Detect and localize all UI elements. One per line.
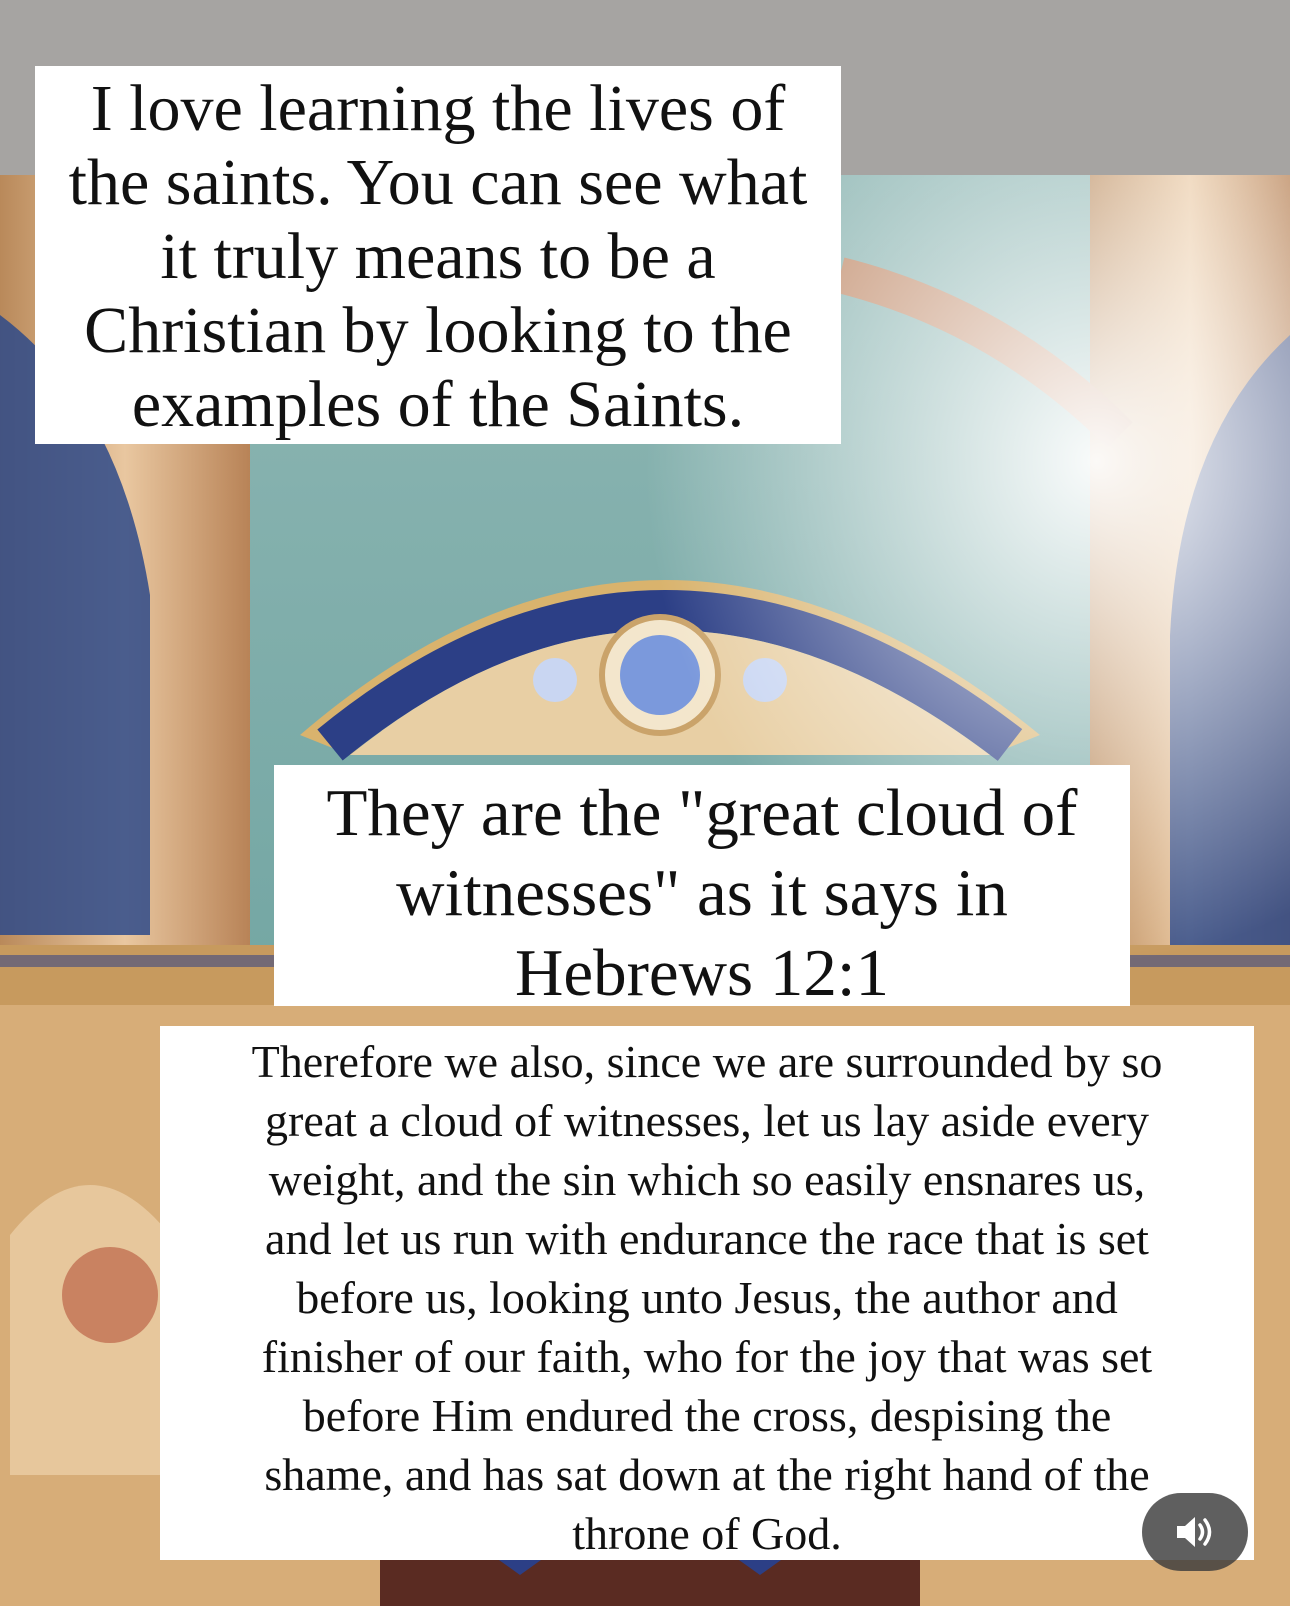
speaker-volume-icon [1173,1512,1217,1552]
caption-great-cloud: They are the "great cloud of witnesses" as it says in Hebrews 12:1 [274,765,1130,1006]
caption-hebrews-verse: Therefore we also, since we are surrounded by so great a cloud of witnesses, let us lay aside every weight, and the sin which so easily ensnares us, and let us run with endurance the race that is set before us, looking unto Jesus, the author and finisher of our faith, who for the joy that was set before Him endured the cross, despising the shame, and has sat down at the right hand of the throne of God. [160,1026,1254,1560]
caption-lives-of-saints: I love learning the lives of the saints. You can see what it truly means to be a Christian by looking to the examples of the Saints. [35,66,841,444]
sound-toggle-button[interactable] [1142,1493,1248,1571]
